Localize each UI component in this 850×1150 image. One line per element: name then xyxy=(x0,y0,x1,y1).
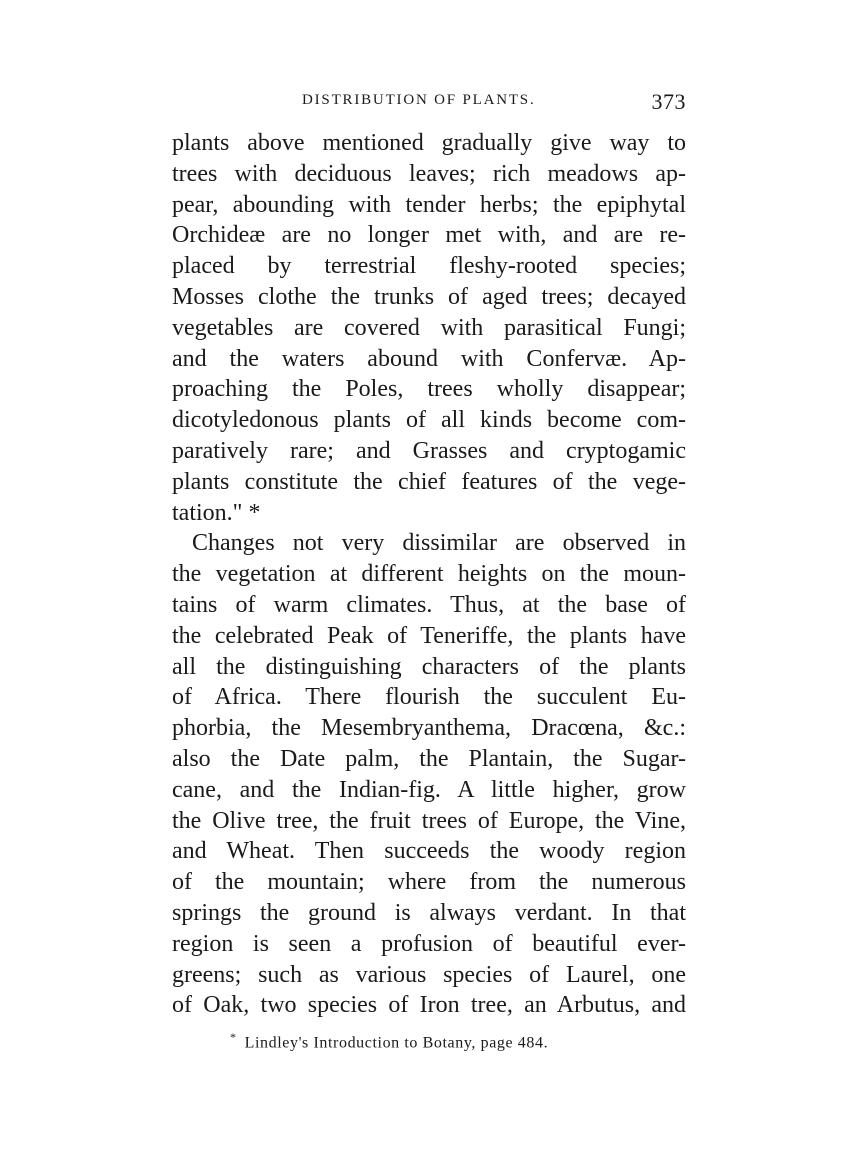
text-line: plants above mentioned gradually give way to xyxy=(172,130,686,156)
text-line: plants constitute the chief features of the vege- xyxy=(172,468,686,495)
text-line: cane, and the Indian-fig. A little higher, grow xyxy=(172,776,686,803)
text-line: greens; such as various species of Laurel, one xyxy=(172,961,686,988)
text-line: paratively rare; and Grasses and cryptogamic xyxy=(172,437,686,464)
page-header xyxy=(172,89,686,114)
text-line: placed by terrestrial fleshy-rooted species; xyxy=(172,253,686,280)
text-line: pear, abounding with tender herbs; the epiphytal xyxy=(172,191,686,218)
text-line: of Africa. There flourish the succulent Eu- xyxy=(172,684,686,711)
text-line: dicotyledonous plants of all kinds become com- xyxy=(172,407,686,434)
running-title: DISTRIBUTION OF PLANTS. xyxy=(302,92,536,108)
text-line: and the waters abound with Confervæ. Ap- xyxy=(172,345,686,372)
footnote-mark: * xyxy=(230,1030,237,1044)
text-line: region is seen a profusion of beautiful ever- xyxy=(172,930,686,957)
text-line: of the mountain; where from the numerous xyxy=(172,869,686,896)
text-line: proaching the Poles, trees wholly disappear; xyxy=(172,376,686,403)
text-line: trees with deciduous leaves; rich meadows ap- xyxy=(172,160,686,187)
text-line: the Olive tree, the fruit trees of Europe, the Vine, xyxy=(172,807,686,834)
text-line: and Wheat. Then succeeds the woody region xyxy=(172,838,686,865)
text-line: Orchideæ are no longer met with, and are re- xyxy=(172,222,686,249)
text-line: vegetables are covered with parasitical Fungi; xyxy=(172,314,686,341)
body-text xyxy=(172,128,686,1021)
page-number: 373 xyxy=(651,89,686,114)
text-line: Changes not very dissimilar are observed in xyxy=(192,530,686,557)
text-line: tains of warm climates. Thus, at the base of xyxy=(172,591,686,618)
text-line: tation." * xyxy=(172,499,261,526)
footnote xyxy=(230,1030,548,1052)
text-line: also the Date palm, the Plantain, the Sugar- xyxy=(172,745,686,772)
text-line: all the distinguishing characters of the plants xyxy=(172,653,686,680)
text-line: of Oak, two species of Iron tree, an Arbutus, and xyxy=(172,992,686,1019)
text-line: Mosses clothe the trunks of aged trees; decayed xyxy=(172,283,686,310)
text-line: the vegetation at different heights on the moun- xyxy=(172,561,686,588)
text-line: the celebrated Peak of Teneriffe, the plants have xyxy=(172,622,686,649)
footnote-text: Lindley's Introduction to Botany, page 484. xyxy=(244,1034,549,1052)
text-line: springs the ground is always verdant. In that xyxy=(172,899,686,926)
text-line: phorbia, the Mesembryanthema, Dracœna, &c.: xyxy=(172,715,686,742)
